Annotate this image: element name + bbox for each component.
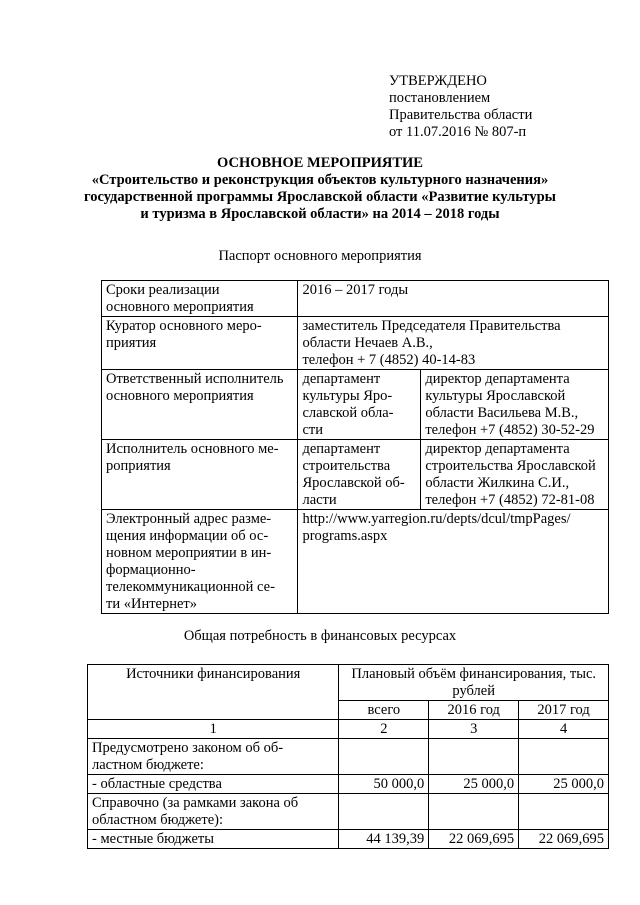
- passport-table: [101, 280, 609, 614]
- table-row: [102, 370, 609, 440]
- value-total: 44 139,39: [339, 830, 429, 849]
- passport-department: департамент культуры Яро- славской обла- сти: [298, 370, 421, 440]
- title-line: «Строительство и реконструкция объектов культурного назначения»: [91, 172, 549, 188]
- passport-value: заместитель Председателя Правительства области Нечаев А.В., телефон + 7 (4852) 40-14-83: [298, 317, 609, 370]
- passport-head: директор департамента культуры Ярославской области Васильева М.В., телефон +7 (4852) 30-52-29: [421, 370, 609, 440]
- value-2016: 22 069,695: [429, 830, 519, 849]
- table-header-row: [88, 665, 609, 701]
- table-row: [102, 317, 609, 370]
- value-total: [339, 794, 429, 830]
- approval-line: постановлением: [389, 90, 491, 106]
- column-number: 4: [519, 720, 609, 739]
- finance-table: [87, 664, 609, 849]
- column-number: 1: [88, 720, 339, 739]
- approval-stamp: [389, 73, 532, 141]
- passport-label: Электронный адрес разме- щения информации об ос- новном мероприятии в ин- формационно- телекоммуникационной се- ти «Интернет»: [102, 510, 298, 614]
- table-row: [102, 440, 609, 510]
- passport-label: Куратор основного меро- приятия: [102, 317, 298, 370]
- value-2017: [519, 739, 609, 775]
- table-row: [102, 510, 609, 614]
- column-number-row: [88, 720, 609, 739]
- header-2017: 2017 год: [519, 701, 609, 720]
- value-2016: 25 000,0: [429, 775, 519, 794]
- header-2016: 2016 год: [429, 701, 519, 720]
- table-row: [88, 739, 609, 775]
- finance-caption: Общая потребность в финансовых ресурсах: [183, 628, 457, 644]
- source-label: - областные средства: [88, 775, 339, 794]
- value-total: [339, 739, 429, 775]
- passport-label: Исполнитель основного ме- роприятия: [102, 440, 298, 510]
- approval-line: УТВЕРЖДЕНО: [389, 73, 487, 89]
- value-2016: [429, 739, 519, 775]
- table-row: [88, 794, 609, 830]
- passport-caption: Паспорт основного мероприятия: [218, 248, 422, 264]
- passport-url[interactable]: http://www.yarregion.ru/depts/dcul/tmpPages/ programs.aspx: [298, 510, 609, 614]
- header-plan: Плановый объём финансирования, тыс. рублей: [339, 665, 609, 701]
- source-label: - местные бюджеты: [88, 830, 339, 849]
- title-line: государственной программы Ярославской области «Развитие культуры: [83, 189, 556, 205]
- value-2017: [519, 794, 609, 830]
- table-row: [102, 281, 609, 317]
- source-label: Предусмотрено законом об об- ластном бюджете:: [88, 739, 339, 775]
- table-row: [88, 830, 609, 849]
- value-total: 50 000,0: [339, 775, 429, 794]
- document-title: [0, 155, 640, 223]
- title-line: ОСНОВНОЕ МЕРОПРИЯТИЕ: [217, 155, 423, 171]
- passport-label: Сроки реализации основного мероприятия: [102, 281, 298, 317]
- table-row: [88, 775, 609, 794]
- source-label: Справочно (за рамками закона об областном бюджете):: [88, 794, 339, 830]
- passport-head: директор департамента строительства Ярославской области Жилкина С.И., телефон +7 (4852) 72-81-08: [421, 440, 609, 510]
- passport-value: 2016 – 2017 годы: [298, 281, 609, 317]
- column-number: 2: [339, 720, 429, 739]
- column-number: 3: [429, 720, 519, 739]
- header-source: Источники финансирования: [88, 665, 339, 720]
- value-2016: [429, 794, 519, 830]
- passport-department: департамент строительства Ярославской об- ласти: [298, 440, 421, 510]
- approval-line: Правительства области: [389, 107, 533, 123]
- passport-label: Ответственный исполнитель основного мероприятия: [102, 370, 298, 440]
- header-total: всего: [339, 701, 429, 720]
- approval-line: от 11.07.2016 № 807-п: [389, 124, 527, 140]
- value-2017: 22 069,695: [519, 830, 609, 849]
- title-line: и туризма в Ярославской области» на 2014 – 2018 годы: [140, 206, 500, 222]
- value-2017: 25 000,0: [519, 775, 609, 794]
